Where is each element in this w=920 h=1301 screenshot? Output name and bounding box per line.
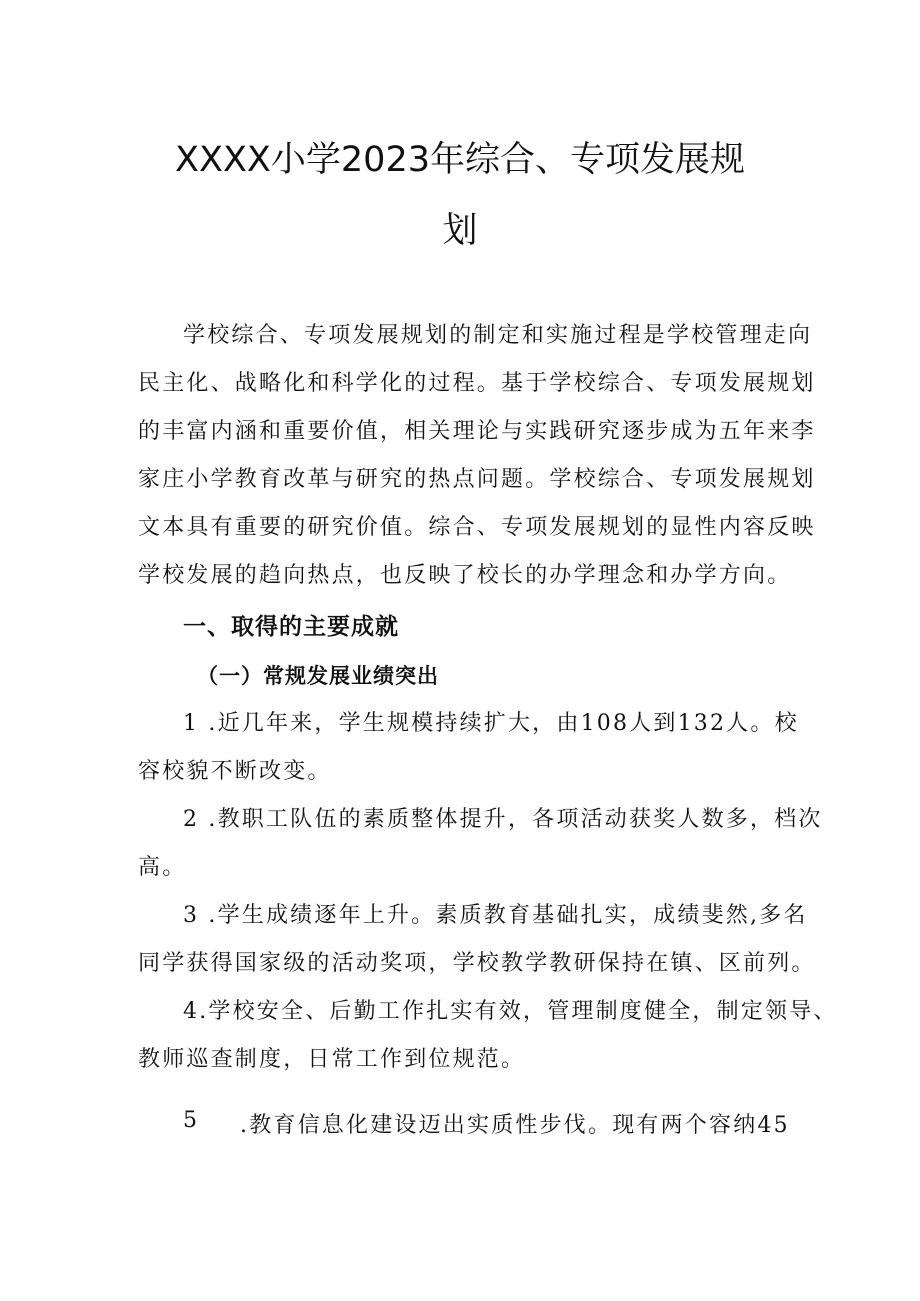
document-title-line-1: XXXX小学2023年综合、专项发展规 <box>175 140 745 180</box>
intro-line-3: 的丰富内涵和重要价值，相关理论与实践研究逐步成为五年来李 <box>138 419 816 444</box>
intro-line-5: 文本具有重要的研究价值。综合、专项发展规划的显性内容反映 <box>138 515 816 540</box>
item-4-line-1: 4.学校安全、后勤工作扎实有效，管理制度健全，制定领导、 <box>183 999 838 1024</box>
section-heading: 一、取得的主要成就 <box>183 614 399 640</box>
item-2-line-1: 2 .教职工队伍的素质整体提升，各项活动获奖人数多，档次 <box>183 807 823 832</box>
item-3-line-1: 3 .学生成绩逐年上升。素质教育基础扎实，成绩斐然,多名 <box>183 903 808 928</box>
item-5-number: 5 <box>183 1108 197 1133</box>
document-title-line-2: 划 <box>442 211 478 251</box>
subsection-heading: （一）常规发展业绩突出 <box>197 664 439 688</box>
item-1-line-1: 1 .近几年来，学生规模持续扩大，由108人到132人。校 <box>183 711 799 736</box>
item-5-line-1: .教育信息化建设迈出实质性步伐。现有两个容纳45 <box>240 1113 790 1138</box>
intro-line-6: 学校发展的趋向热点，也反映了校长的办学理念和办学方向。 <box>138 563 792 588</box>
item-3-line-2: 同学获得国家级的活动奖项，学校教学教研保持在镇、区前列。 <box>138 951 816 976</box>
item-4-line-2: 教师巡查制度，日常工作到位规范。 <box>138 1047 526 1072</box>
intro-line-4: 家庄小学教育改革与研究的热点问题。学校综合、专项发展规划 <box>138 467 816 492</box>
item-2-line-2: 高。 <box>138 855 187 880</box>
intro-line-2: 民主化、战略化和科学化的过程。基于学校综合、专项发展规划 <box>138 371 816 396</box>
intro-line-1: 学校综合、专项发展规划的制定和实施过程是学校管理走向 <box>183 323 813 348</box>
item-1-line-2: 容校貌不断改变。 <box>138 759 332 784</box>
